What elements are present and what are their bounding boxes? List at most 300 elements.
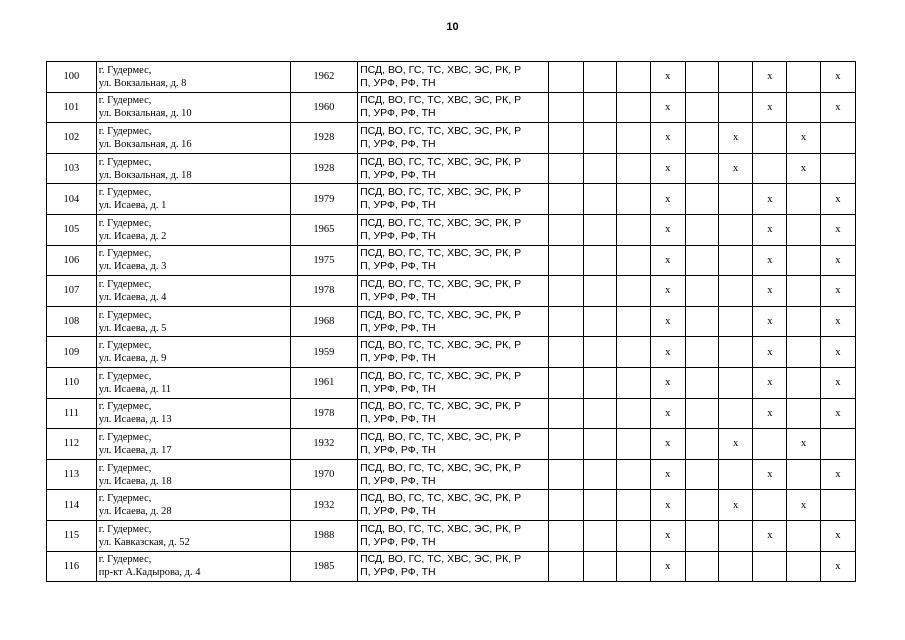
- mark-cell: [685, 92, 718, 123]
- mark-cell: [685, 62, 718, 93]
- address-city: г. Гудермес,: [98, 370, 152, 382]
- year-cell: [290, 367, 357, 398]
- mark-cell: [548, 153, 583, 184]
- address-street: ул. Исаева, д. 1: [98, 200, 167, 212]
- address-city: г. Гудермес,: [98, 340, 152, 352]
- mark-cell: [584, 551, 617, 582]
- row-number-text: 114: [63, 499, 80, 511]
- mark-cell: [719, 367, 753, 398]
- mark-cell: x: [753, 398, 787, 429]
- row-number: [47, 398, 97, 429]
- systems-cell: [358, 306, 549, 337]
- mark-cell: [617, 276, 650, 307]
- row-number: [47, 214, 97, 245]
- mark-cell: [753, 551, 787, 582]
- address-street: ул. Исаева, д. 11: [98, 383, 172, 395]
- mark-cell: [719, 276, 753, 307]
- year-cell: [290, 429, 357, 460]
- row-number: [47, 459, 97, 490]
- table-row: [47, 398, 856, 429]
- mark-cell: x: [650, 123, 685, 154]
- row-number: [47, 429, 97, 460]
- year-text: 1978: [313, 285, 335, 297]
- year-text: 1979: [313, 193, 335, 205]
- mark-cell: x: [650, 398, 685, 429]
- address-city: г. Гудермес,: [98, 554, 152, 566]
- mark-cell: [617, 184, 650, 215]
- year-text: 1932: [313, 438, 335, 450]
- systems-line-1: ПСД, ВО, ГС, ТС, ХВС, ЭС, РК, Р: [360, 553, 522, 566]
- mark-cell: [787, 92, 820, 123]
- year-cell: [290, 153, 357, 184]
- systems-cell: [358, 153, 549, 184]
- systems-line-1: ПСД, ВО, ГС, ТС, ХВС, ЭС, РК, Р: [360, 369, 522, 382]
- year-cell: [290, 184, 357, 215]
- row-number: [47, 306, 97, 337]
- address-cell: [96, 367, 290, 398]
- mark-cell: [584, 367, 617, 398]
- address-street: ул. Вокзальная, д. 10: [98, 108, 192, 120]
- mark-cell: [685, 459, 718, 490]
- systems-cell: [358, 520, 549, 551]
- table-row: [47, 153, 856, 184]
- mark-cell: x: [787, 490, 820, 521]
- systems-line-2: П, УРФ, РФ, ТН: [360, 535, 436, 548]
- mark-cell: x: [650, 367, 685, 398]
- systems-cell: [358, 490, 549, 521]
- address-cell: [96, 459, 290, 490]
- address-city: г. Гудермес,: [98, 309, 152, 321]
- systems-line-1: ПСД, ВО, ГС, ТС, ХВС, ЭС, РК, Р: [360, 277, 522, 290]
- address-street: пр-кт А.Кадырова, д. 4: [98, 567, 201, 579]
- mark-cell: [584, 337, 617, 368]
- mark-cell: x: [650, 337, 685, 368]
- systems-line-1: ПСД, ВО, ГС, ТС, ХВС, ЭС, РК, Р: [360, 339, 522, 352]
- mark-cell: [548, 92, 583, 123]
- mark-cell: [617, 520, 650, 551]
- mark-cell: x: [719, 123, 753, 154]
- year-text: 1975: [313, 254, 335, 266]
- mark-cell: [820, 123, 855, 154]
- table-row: [47, 490, 856, 521]
- address-cell: [96, 184, 290, 215]
- address-cell: [96, 92, 290, 123]
- address-cell: [96, 123, 290, 154]
- mark-cell: [685, 214, 718, 245]
- mark-cell: [617, 398, 650, 429]
- mark-cell: [617, 153, 650, 184]
- row-number-text: 112: [63, 438, 80, 450]
- systems-cell: [358, 92, 549, 123]
- mark-cell: [685, 398, 718, 429]
- systems-line-2: П, УРФ, РФ, ТН: [360, 290, 436, 303]
- mark-cell: [787, 214, 820, 245]
- address-street: ул. Исаева, д. 5: [98, 322, 167, 334]
- page-number: 10: [446, 21, 459, 33]
- address-street: ул. Вокзальная, д. 8: [98, 77, 187, 89]
- mark-cell: x: [719, 490, 753, 521]
- mark-cell: [719, 459, 753, 490]
- year-text: 1959: [313, 346, 335, 358]
- address-city: г. Гудермес,: [98, 493, 152, 505]
- mark-cell: x: [650, 184, 685, 215]
- systems-cell: [358, 184, 549, 215]
- mark-cell: x: [820, 184, 855, 215]
- mark-cell: [820, 490, 855, 521]
- mark-cell: [820, 153, 855, 184]
- mark-cell: [787, 551, 820, 582]
- address-cell: [96, 429, 290, 460]
- year-cell: [290, 62, 357, 93]
- row-number-text: 113: [63, 469, 80, 481]
- row-number: [47, 62, 97, 93]
- mark-cell: [719, 398, 753, 429]
- mark-cell: [617, 551, 650, 582]
- table-row: [47, 429, 856, 460]
- row-number-text: 101: [63, 101, 80, 113]
- mark-cell: x: [820, 398, 855, 429]
- address-street: ул. Вокзальная, д. 18: [98, 169, 192, 181]
- mark-cell: [548, 184, 583, 215]
- address-city: г. Гудермес,: [98, 125, 152, 137]
- mark-cell: x: [820, 214, 855, 245]
- year-cell: [290, 551, 357, 582]
- mark-cell: x: [753, 245, 787, 276]
- year-text: 1965: [313, 224, 335, 236]
- year-text: 1988: [313, 530, 335, 542]
- systems-cell: [358, 429, 549, 460]
- address-city: г. Гудермес,: [98, 64, 152, 76]
- systems-line-1: ПСД, ВО, ГС, ТС, ХВС, ЭС, РК, Р: [360, 124, 522, 137]
- table-row: [47, 367, 856, 398]
- systems-cell: [358, 367, 549, 398]
- mark-cell: [753, 153, 787, 184]
- year-text: 1985: [313, 560, 335, 572]
- address-cell: [96, 276, 290, 307]
- mark-cell: x: [753, 62, 787, 93]
- mark-cell: [548, 520, 583, 551]
- mark-cell: x: [650, 276, 685, 307]
- mark-cell: [584, 62, 617, 93]
- systems-line-2: П, УРФ, РФ, ТН: [360, 413, 436, 426]
- mark-cell: [719, 214, 753, 245]
- address-street: ул. Исаева, д. 4: [98, 291, 167, 303]
- row-number: [47, 123, 97, 154]
- row-number-text: 109: [63, 346, 80, 358]
- systems-line-1: ПСД, ВО, ГС, ТС, ХВС, ЭС, РК, Р: [360, 400, 522, 413]
- mark-cell: x: [753, 92, 787, 123]
- systems-line-2: П, УРФ, РФ, ТН: [360, 229, 436, 242]
- systems-line-2: П, УРФ, РФ, ТН: [360, 443, 436, 456]
- systems-line-2: П, УРФ, РФ, ТН: [360, 474, 436, 487]
- table-row: [47, 123, 856, 154]
- mark-cell: [787, 276, 820, 307]
- row-number: [47, 490, 97, 521]
- mark-cell: [719, 92, 753, 123]
- mark-cell: [719, 551, 753, 582]
- mark-cell: [584, 184, 617, 215]
- systems-line-1: ПСД, ВО, ГС, ТС, ХВС, ЭС, РК, Р: [360, 430, 522, 443]
- mark-cell: [617, 92, 650, 123]
- mark-cell: x: [753, 459, 787, 490]
- year-cell: [290, 337, 357, 368]
- systems-cell: [358, 337, 549, 368]
- mark-cell: x: [650, 551, 685, 582]
- year-text: 1961: [313, 377, 335, 389]
- mark-cell: x: [820, 276, 855, 307]
- systems-cell: [358, 276, 549, 307]
- year-text: 1968: [313, 316, 335, 328]
- mark-cell: x: [719, 153, 753, 184]
- mark-cell: [685, 367, 718, 398]
- systems-cell: [358, 398, 549, 429]
- mark-cell: x: [820, 306, 855, 337]
- address-cell: [96, 490, 290, 521]
- row-number-text: 108: [63, 316, 80, 328]
- row-number: [47, 276, 97, 307]
- mark-cell: x: [650, 245, 685, 276]
- row-number: [47, 551, 97, 582]
- address-cell: [96, 153, 290, 184]
- address-city: г. Гудермес,: [98, 278, 152, 290]
- mark-cell: [584, 429, 617, 460]
- mark-cell: [820, 429, 855, 460]
- mark-cell: [617, 490, 650, 521]
- mark-cell: x: [820, 92, 855, 123]
- table-row: [47, 337, 856, 368]
- mark-cell: [685, 551, 718, 582]
- mark-cell: [584, 214, 617, 245]
- mark-cell: [685, 306, 718, 337]
- address-city: г. Гудермес,: [98, 431, 152, 443]
- mark-cell: [584, 398, 617, 429]
- row-number: [47, 245, 97, 276]
- systems-line-2: П, УРФ, РФ, ТН: [360, 76, 436, 89]
- mark-cell: [548, 551, 583, 582]
- systems-line-1: ПСД, ВО, ГС, ТС, ХВС, ЭС, РК, Р: [360, 94, 522, 107]
- year-cell: [290, 306, 357, 337]
- mark-cell: [584, 245, 617, 276]
- mark-cell: [787, 245, 820, 276]
- mark-cell: x: [650, 429, 685, 460]
- mark-cell: [787, 459, 820, 490]
- year-cell: [290, 490, 357, 521]
- mark-cell: [685, 429, 718, 460]
- mark-cell: [584, 306, 617, 337]
- mark-cell: [753, 429, 787, 460]
- housing-table: [46, 61, 856, 582]
- table-row: [47, 306, 856, 337]
- table-row: [47, 92, 856, 123]
- mark-cell: [787, 306, 820, 337]
- mark-cell: x: [820, 337, 855, 368]
- mark-cell: [617, 459, 650, 490]
- address-cell: [96, 398, 290, 429]
- mark-cell: x: [820, 520, 855, 551]
- mark-cell: x: [650, 520, 685, 551]
- mark-cell: [787, 520, 820, 551]
- row-number-text: 100: [63, 71, 80, 83]
- address-street: ул. Вокзальная, д. 16: [98, 138, 192, 150]
- address-street: ул. Исаева, д. 18: [98, 475, 172, 487]
- mark-cell: x: [753, 367, 787, 398]
- address-city: г. Гудермес,: [98, 95, 152, 107]
- row-number-text: 111: [63, 407, 79, 419]
- address-street: ул. Исаева, д. 9: [98, 353, 167, 365]
- row-number-text: 116: [63, 560, 80, 572]
- address-city: г. Гудермес,: [98, 156, 152, 168]
- mark-cell: [685, 337, 718, 368]
- mark-cell: x: [820, 62, 855, 93]
- mark-cell: x: [753, 184, 787, 215]
- mark-cell: x: [753, 520, 787, 551]
- year-cell: [290, 245, 357, 276]
- year-text: 1928: [313, 132, 335, 144]
- mark-cell: [548, 276, 583, 307]
- mark-cell: [685, 276, 718, 307]
- mark-cell: [753, 490, 787, 521]
- mark-cell: [719, 337, 753, 368]
- table-row: [47, 459, 856, 490]
- systems-cell: [358, 459, 549, 490]
- systems-line-1: ПСД, ВО, ГС, ТС, ХВС, ЭС, РК, Р: [360, 186, 522, 199]
- table-row: [47, 245, 856, 276]
- mark-cell: x: [719, 429, 753, 460]
- mark-cell: [685, 245, 718, 276]
- systems-line-1: ПСД, ВО, ГС, ТС, ХВС, ЭС, РК, Р: [360, 522, 522, 535]
- row-number: [47, 92, 97, 123]
- mark-cell: [548, 429, 583, 460]
- mark-cell: x: [650, 92, 685, 123]
- mark-cell: x: [820, 367, 855, 398]
- mark-cell: [548, 398, 583, 429]
- address-city: г. Гудермес,: [98, 248, 152, 260]
- mark-cell: [548, 214, 583, 245]
- address-street: ул. Исаева, д. 13: [98, 414, 172, 426]
- year-text: 1960: [313, 101, 335, 113]
- systems-cell: [358, 551, 549, 582]
- mark-cell: x: [650, 214, 685, 245]
- year-text: 1932: [313, 499, 335, 511]
- systems-line-2: П, УРФ, РФ, ТН: [360, 505, 436, 518]
- mark-cell: [719, 306, 753, 337]
- address-cell: [96, 214, 290, 245]
- year-cell: [290, 520, 357, 551]
- table-row: [47, 551, 856, 582]
- systems-line-1: ПСД, ВО, ГС, ТС, ХВС, ЭС, РК, Р: [360, 155, 522, 168]
- row-number: [47, 337, 97, 368]
- mark-cell: [719, 184, 753, 215]
- systems-line-2: П, УРФ, РФ, ТН: [360, 199, 436, 212]
- address-cell: [96, 337, 290, 368]
- mark-cell: [548, 459, 583, 490]
- mark-cell: [548, 62, 583, 93]
- mark-cell: x: [753, 306, 787, 337]
- address-street: ул. Исаева, д. 2: [98, 230, 167, 242]
- mark-cell: [685, 490, 718, 521]
- mark-cell: [617, 245, 650, 276]
- systems-line-2: П, УРФ, РФ, ТН: [360, 168, 436, 181]
- address-street: ул. Исаева, д. 28: [98, 506, 172, 518]
- mark-cell: x: [650, 153, 685, 184]
- mark-cell: [617, 123, 650, 154]
- systems-line-1: ПСД, ВО, ГС, ТС, ХВС, ЭС, РК, Р: [360, 247, 522, 260]
- systems-cell: [358, 62, 549, 93]
- mark-cell: [719, 245, 753, 276]
- systems-line-2: П, УРФ, РФ, ТН: [360, 566, 436, 579]
- row-number-text: 106: [63, 254, 80, 266]
- year-cell: [290, 214, 357, 245]
- year-cell: [290, 92, 357, 123]
- address-city: г. Гудермес,: [98, 523, 152, 535]
- table-row: [47, 214, 856, 245]
- systems-cell: [358, 214, 549, 245]
- year-cell: [290, 123, 357, 154]
- systems-line-2: П, УРФ, РФ, ТН: [360, 107, 436, 120]
- systems-line-2: П, УРФ, РФ, ТН: [360, 137, 436, 150]
- mark-cell: [584, 123, 617, 154]
- year-text: 1978: [313, 407, 335, 419]
- mark-cell: [787, 398, 820, 429]
- mark-cell: x: [820, 551, 855, 582]
- systems-line-1: ПСД, ВО, ГС, ТС, ХВС, ЭС, РК, Р: [360, 308, 522, 321]
- mark-cell: [548, 490, 583, 521]
- mark-cell: [617, 62, 650, 93]
- row-number: [47, 520, 97, 551]
- mark-cell: [548, 123, 583, 154]
- mark-cell: [719, 520, 753, 551]
- row-number-text: 103: [63, 163, 80, 175]
- systems-cell: [358, 245, 549, 276]
- mark-cell: [548, 367, 583, 398]
- systems-line-1: ПСД, ВО, ГС, ТС, ХВС, ЭС, РК, Р: [360, 63, 522, 76]
- mark-cell: [787, 184, 820, 215]
- mark-cell: x: [787, 429, 820, 460]
- mark-cell: [617, 306, 650, 337]
- row-number-text: 102: [63, 132, 80, 144]
- table-row: [47, 276, 856, 307]
- mark-cell: [548, 306, 583, 337]
- mark-cell: x: [753, 276, 787, 307]
- table-row: [47, 520, 856, 551]
- row-number: [47, 153, 97, 184]
- mark-cell: [685, 153, 718, 184]
- year-text: 1928: [313, 163, 335, 175]
- mark-cell: [753, 123, 787, 154]
- address-cell: [96, 62, 290, 93]
- address-cell: [96, 245, 290, 276]
- mark-cell: [685, 123, 718, 154]
- address-cell: [96, 551, 290, 582]
- address-street: ул. Кавказская, д. 52: [98, 536, 190, 548]
- mark-cell: [548, 337, 583, 368]
- mark-cell: [719, 62, 753, 93]
- mark-cell: [584, 490, 617, 521]
- systems-line-1: ПСД, ВО, ГС, ТС, ХВС, ЭС, РК, Р: [360, 216, 522, 229]
- address-city: г. Гудермес,: [98, 187, 152, 199]
- systems-line-2: П, УРФ, РФ, ТН: [360, 352, 436, 365]
- mark-cell: [584, 520, 617, 551]
- row-number-text: 107: [63, 285, 80, 297]
- address-street: ул. Исаева, д. 17: [98, 444, 172, 456]
- mark-cell: x: [753, 337, 787, 368]
- mark-cell: x: [753, 214, 787, 245]
- mark-cell: [617, 337, 650, 368]
- systems-line-1: ПСД, ВО, ГС, ТС, ХВС, ЭС, РК, Р: [360, 492, 522, 505]
- mark-cell: x: [787, 153, 820, 184]
- row-number-text: 104: [63, 193, 80, 205]
- mark-cell: x: [820, 245, 855, 276]
